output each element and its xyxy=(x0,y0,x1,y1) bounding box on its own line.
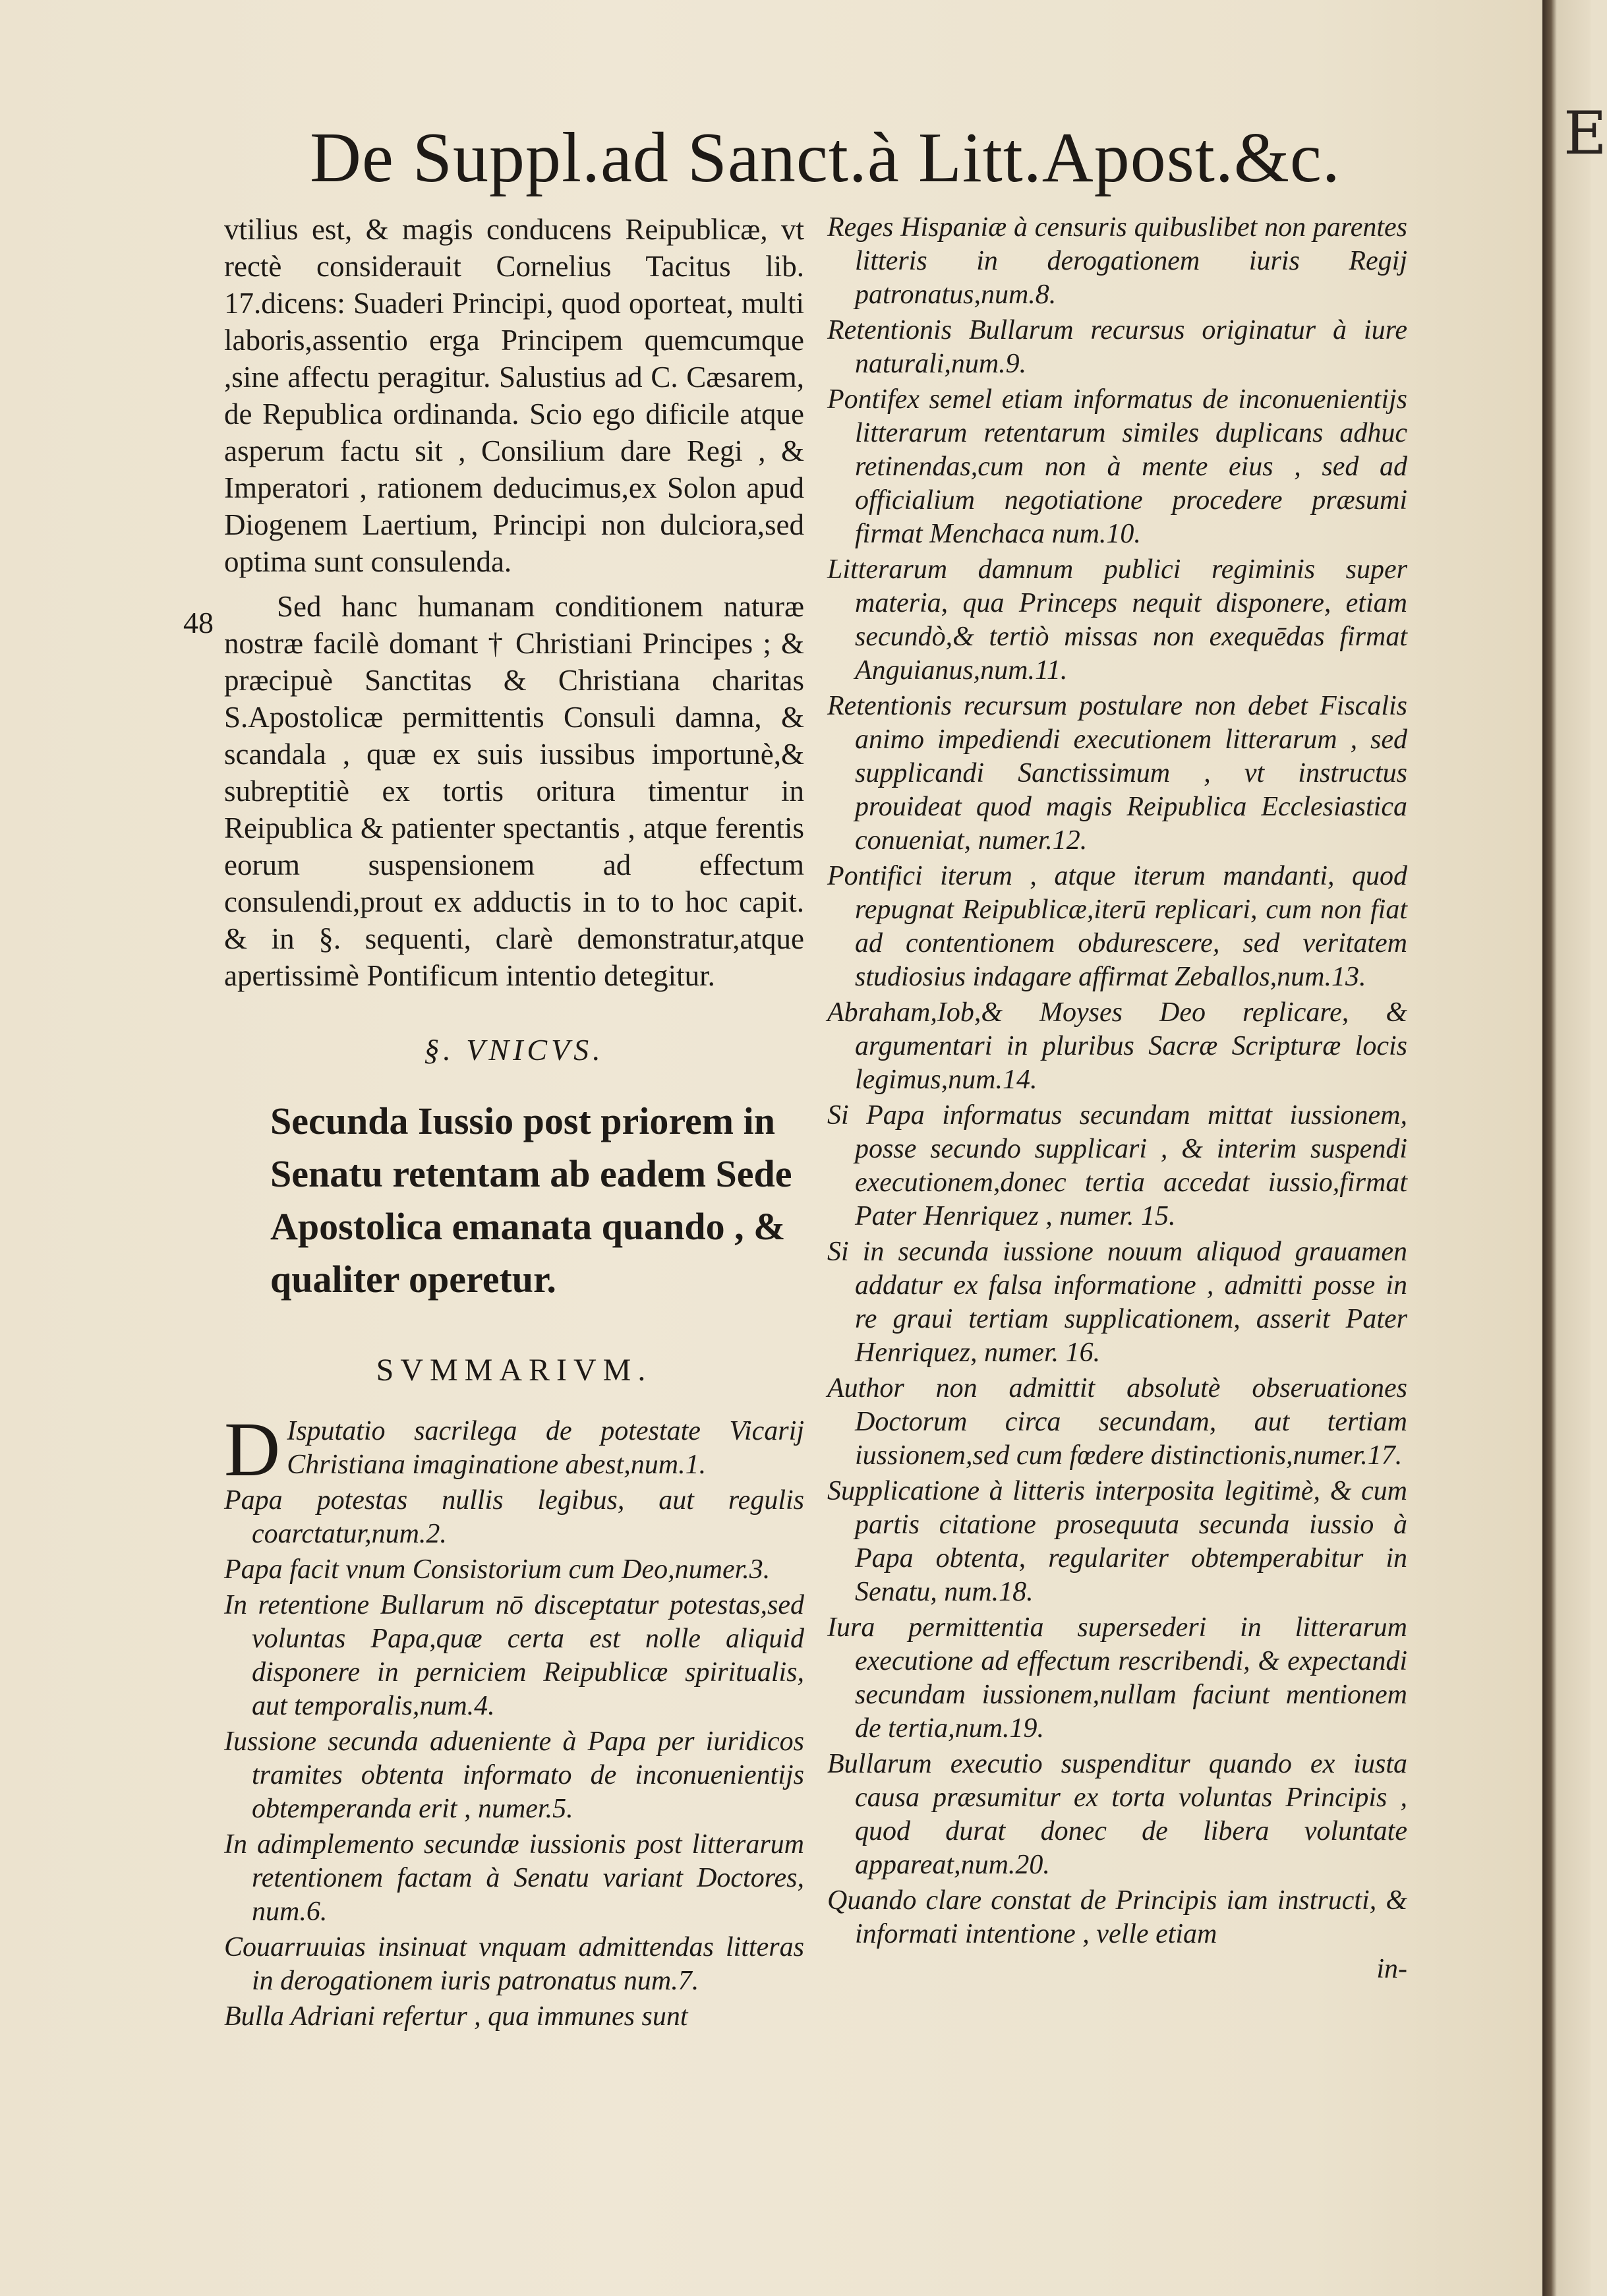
summary-entry: Bulla Adriani refertur , qua immunes sunt xyxy=(224,2001,688,2032)
summary-entry: Si Papa informatus secundam mittat iussionem, posse secundo supplicari , & interim suspendi executionem,donec tertia accedat iussio,firmat Pater Henriquez , numer. 15. xyxy=(827,1100,1407,1231)
body-paragraph-2: Sed hanc humanam conditionem naturæ nostræ facilè domant † Christiani Principes ; & præcipuè Sanctitas & Christiana charitas S.Apostolicæ permittentis Consuli damna, & scandala , quæ ex suis iussibus importunè,& subreptitiè ex tortis oritura timentur in Reipublica & patienter spectantis , atque ferentis eorum suspensionem ad effectum consulendi,prout ex adductis in to to hoc capit. & in §. sequenti, clarè demonstratur,atque apertissimè Pontificum intentio detegitur. xyxy=(224,590,804,992)
summary-entry: Retentionis Bullarum recursus originatur à iure naturali,num.9. xyxy=(827,315,1407,379)
left-summary-list xyxy=(224,1484,804,2034)
binding-gutter xyxy=(1542,0,1591,2296)
right-column xyxy=(827,211,1407,1985)
summary-entry: Retentionis recursum postulare non debet Fiscalis animo impediendi executionem litterarum , sed supplicandi Sanctissimum , vt instructus prouideat quod magis Reipublica Ecclesiastica conueniat, numer.12. xyxy=(827,691,1407,856)
summary-entry: In retentione Bullarum nō disceptatur potestas,sed voluntas Papa,quæ certa est nolle aliquid disponere in perniciem Reipublicæ spiritualis, aut temporalis,num.4. xyxy=(224,1590,804,1721)
summary-entry: Papa potestas nullis legibus, aut regulis coarctatur,num.2. xyxy=(224,1485,804,1549)
summary-entry: Papa facit vnum Consistorium cum Deo,numer.3. xyxy=(224,1554,771,1585)
summary-entry: Pontifex semel etiam informatus de inconuenientijs litterarum retentarum similes duplicans adhuc retinendas,cum non à mente eius , sed ad officialium negotiatione procedere præsumi firmat Menchaca num.10. xyxy=(827,384,1407,549)
drop-initial: D xyxy=(224,1406,281,1492)
summary-entry-1 xyxy=(224,1406,804,1492)
summary-entry: In adimplemento secundæ iussionis post litterarum retentionem factam à Senatu variant Doctores, num.6. xyxy=(224,1829,804,1927)
summary-entry: Author non admittit absolutè obseruationes Doctorum circa secundam, aut tertiam iussionem,sed cum fœdere distinctionis,numer.17. xyxy=(827,1373,1407,1471)
summary-entry: Supplicatione à litteris interposita legitimè, & cum partis citatione prosequuta secunda iussio à Papa obtenta, regulariter obtemperabitur in Senatu, num.18. xyxy=(827,1476,1407,1607)
summary-entry: Litterarum damnum publici regiminis super materia, qua Princeps nequit disponere, etiam secundò,& tertiò missas non exequēdas firmat Anguianus,num.11. xyxy=(827,554,1407,686)
section-heading: Secunda Iussio post priorem in Senatu retentam ab eadem Sede Apostolica emanata quando , & qualiter operetur. xyxy=(270,1100,792,1301)
section-title: §. VNICVS. xyxy=(424,1033,604,1067)
summary-entry: Iura permittentia supersederi in litterarum executione ad effectum rescribendi, & expectandi secundam iussionem,nullam faciunt mentionem de tertia,num.19. xyxy=(827,1612,1407,1744)
summary-entry: Si in secunda iussione nouum aliquod grauamen addatur ex falsa informatione , admitti posse in re graui tertiam supplicationem, asserit Pater Henriquez, numer. 16. xyxy=(827,1237,1407,1368)
summary-entry-text: Isputatio sacrilega de potestate Vicarij Christiana imaginatione abest,num.1. xyxy=(287,1416,804,1480)
summary-entry: Couarruuias insinuat vnquam admittendas litteras in derogationem iuris patronatus num.7. xyxy=(224,1932,804,1996)
summary-entry: Quando clare constat de Principis iam instructi, & informati intentione , velle etiam xyxy=(827,1885,1407,1949)
marginal-number: 48 xyxy=(183,606,214,639)
right-summary-list xyxy=(827,211,1407,1951)
left-column xyxy=(224,211,804,2036)
summary-entry: Iussione secunda adueniente à Papa per iuridicos tramites obtenta informato de inconuenientijs obtemperanda erit , numer.5. xyxy=(224,1726,804,1824)
summary-title: SVMMARIVM. xyxy=(376,1353,653,1388)
running-title: De Suppl.ad Sanct.à Litt.Apost.&c. xyxy=(310,119,1341,197)
summary-entry: Pontifici iterum , atque iterum mandanti, quod repugnat Reipublicæ,iterū replicari, cum non fiat ad contentionem obdurescere, sed veritatem studiosius indagare affirmat Zeballos,num.13. xyxy=(827,861,1407,992)
catchword: in- xyxy=(1376,1954,1407,1984)
summary-entry: Reges Hispaniæ à censuris quibuslibet non parentes litteris in derogationem iuris Regij patronatus,num.8. xyxy=(827,212,1407,310)
summary-entry: Bullarum executio suspenditur quando ex iusta causa præsumitur ex torta voluntas Principis , quod durat donec de libera voluntate appareat,num.20. xyxy=(827,1749,1407,1880)
next-page-edge-letter: E xyxy=(1563,99,1607,168)
body-paragraph-1: vtilius est, & magis conducens Reipublicæ, vt rectè considerauit Cornelius Tacitus lib. 17.dicens: Suaderi Principi, quod oporteat, multi laboris,assentio erga Principem quemcumque ,sine affectu peragitur. Salustius ad C. Cæsarem, de Republica ordinanda. Scio ego dificile atque asperum factu sit , Consilium dare Regi , & Imperatori , rationem deducimus,ex Solon apud Diogenem Laertium, Principi non dulciora,sed optima sunt consulenda. xyxy=(224,213,804,578)
summary-entry: Abraham,Iob,& Moyses Deo replicare, & argumentari in pluribus Sacræ Scripturæ locis legimus,num.14. xyxy=(827,997,1407,1095)
